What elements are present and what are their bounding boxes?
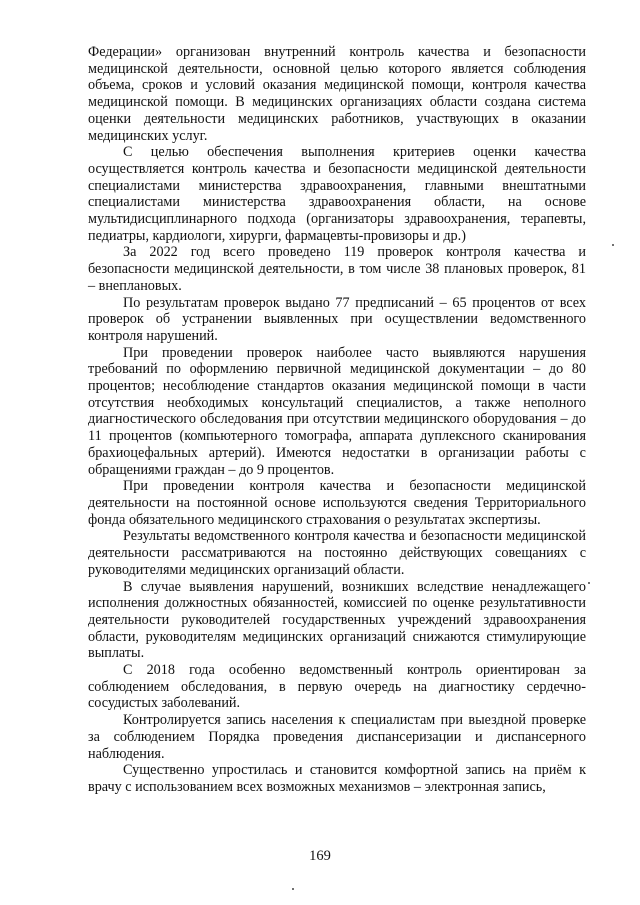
scan-speck — [588, 582, 590, 584]
paragraph: Результаты ведомственного контроля качества и безопасности медицинской деятельности рассматриваются на постоянно действующих совещаниях с руководителями медицинских организаций области. — [88, 528, 586, 578]
paragraph: С целью обеспечения выполнения критериев оценки качества осуществляется контроль качества и безопасности медицинской деятельности специалистами министерства здравоохранения, главными внештатными специалистами министерства здравоохранения области, на основе мультидисциплинарного подхода (организаторы здравоохранения, терапевты, педиатры, кардиологи, хирурги, фармацевты-провизоры и др.) — [88, 144, 586, 244]
paragraph: При проведении контроля качества и безопасности медицинской деятельности на постоянной основе используются сведения Территориального фонда обязательного медицинского страхования о результатах экспертизы. — [88, 478, 586, 528]
scan-speck — [292, 888, 294, 890]
document-body — [88, 44, 586, 796]
paragraph: При проведении проверок наиболее часто выявляются нарушения требований по оформлению первичной медицинской документации – до 80 процентов; несоблюдение стандартов оказания медицинской помощи в части отсутствия необходимых консультаций специалистов, а также неполного диагностического обследования при отсутствии медицинского оборудования – до 11 процентов (компьютерного томографа, аппарата дуплексного сканирования брахиоцефальных артерий). Имеются недостатки в организации работы с обращениями граждан – до 9 процентов. — [88, 344, 586, 478]
paragraph: За 2022 год всего проведено 119 проверок контроля качества и безопасности медицинской деятельности, в том числе 38 плановых проверок, 81 – внеплановых. — [88, 244, 586, 294]
paragraph: С 2018 года особенно ведомственный контроль ориентирован за соблюдением обследования, в первую очередь на диагностику сердечно-сосудистых заболеваний. — [88, 662, 586, 712]
paragraph: По результатам проверок выдано 77 предписаний – 65 процентов от всех проверок об устранении выявленных при осуществлении ведомственного контроля нарушений. — [88, 294, 586, 344]
paragraph: В случае выявления нарушений, возникших вследствие ненадлежащего исполнения должностных обязанностей, комиссией по оценке результативности деятельности руководителей государственных учреждений здравоохранения области, руководителям медицинских организаций снижаются стимулирующие выплаты. — [88, 578, 586, 662]
paragraph-continuation: Федерации» организован внутренний контроль качества и безопасности медицинской деятельности, основной целью которого является соблюдения объема, сроков и условий оказания медицинской помощи, контроля качества медицинской помощи. В медицинских организациях области создана система оценки деятельности медицинских работников, участвующих в оказании медицинских услуг. — [88, 44, 586, 144]
page-number: 169 — [309, 848, 331, 864]
paragraph: Существенно упростилась и становится комфортной запись на приём к врачу с использованием всех возможных механизмов – электронная запись, — [88, 762, 586, 795]
scan-speck — [612, 244, 614, 246]
paragraph: Контролируется запись населения к специалистам при выездной проверке за соблюдением Порядка проведения диспансеризации и диспансерного наблюдения. — [88, 712, 586, 762]
